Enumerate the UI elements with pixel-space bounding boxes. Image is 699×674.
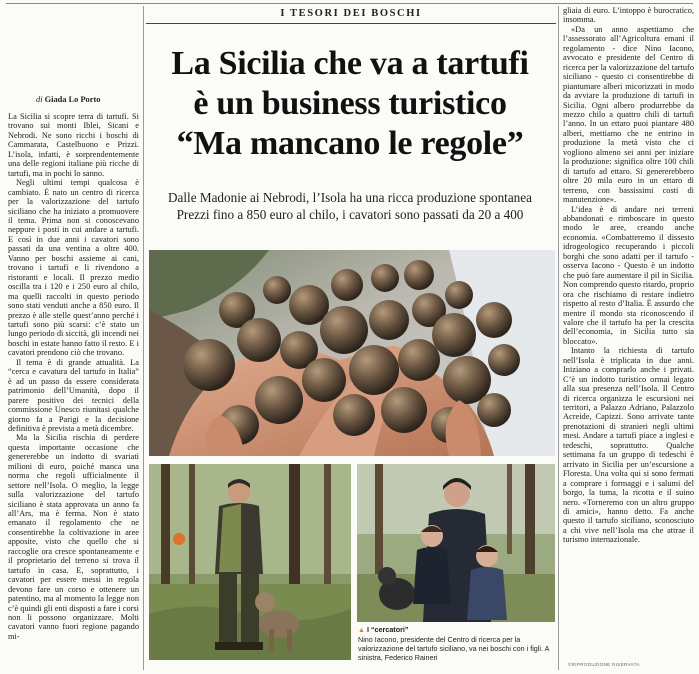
paragraph: Negli ultimi tempi qualcosa è cambiato. È nato un centro di ricerca per la valorizzazione del tartufo siciliano che ha iniziato a promuovere il tema. Prima non si conoscevano neppure i posti in cui andare a tartufi. E così in due anni i cavatori sono passati da una ventina a oltre 400. Vanno per boschi assieme ai cani, trovano i tartufi e li rivendono a ristoranti e locali. Il prezzo medio oscilla tra i 120 e i 250 euro al chilo, ma quelli raccolti in questo periodo sono stati venduti anche a 850 euro. Il prezzo è alle stelle quest’anno perché i tartufi sono più scarsi: c’è stato un lungo periodo di siccità, gli incendi nei boschi in estate hanno fatto il resto. E i cavatori prendono ciò che trovano.	[8, 178, 139, 358]
column-divider-left	[143, 6, 144, 670]
column-divider-right	[558, 6, 559, 670]
byline-prefix: di	[36, 95, 43, 104]
copyright-notice: ©RIPRODUZIONE RISERVATA	[568, 662, 640, 667]
caption-triangle-icon: ▲	[358, 627, 365, 634]
section-heading: I TESORI DEI BOSCHI	[146, 6, 556, 24]
truffles-illustration	[149, 250, 555, 456]
paragraph: «Da un anno aspettiamo che l’assessorato all’Agricoltura emani il regolamento - dice Nino Iacono, avvocato e presidente del Centro di ricerca per la valorizzazione del tartufo siciliano - questo ci consentirebbe di piantumare alberi micorizzati in modo da avviare la produzione di tartufi in Sicilia. Ogni albero produrrebbe da mezzo chilo a quattro chili di tartufi l’anno. In un ettaro puoi piantare 480 alberi, mettiamo che ne entrino in produzione la metà visto che ci vogliono almeno sei anni per iniziare la produzione: significa oltre 100 chili di tartufo ad ettaro. Si genererebbero oltre 20 mila euro in un ettaro di terreno, con bassissimi costi di manutenzione».	[563, 24, 694, 205]
caption-text: Nino Iacono, presidente del Centro di ricerca per la valorizzazione del tartufo siciliano, va nei boschi con i figli. A sinistra, Federico Raineri	[358, 635, 549, 662]
paragraph: Il tema è di grande attualità. La “cerca e cavatura del tartufo in Italia” è ad un passo da essere considerata patrimonio dell’Umanità, dopo il parere positivo dei tecnici della commissione Unesco riunitasi qualche giorno fa a Parigi e la decisione definitiva è prevista a metà dicembre.	[8, 357, 139, 433]
photo-caption	[358, 625, 554, 662]
top-rule	[6, 3, 693, 4]
headline-line-3: “Ma mancano le regole”	[176, 125, 524, 162]
subheadline-line-2: Prezzi fino a 850 euro al chilo, i cavatori sono passati da 20 a 400	[176, 207, 524, 222]
byline-author: Giada Lo Porto	[44, 95, 101, 104]
paragraph: Ma la Sicilia rischia di perdere questa importante occasione che genererebbe un indotto di svariati milioni di euro, poiché manca una norma che regoli ufficialmente il settore nell’Isola. O meglio, la legge sulla valorizzazione del tartufo siciliano è stata approvata un anno fa all’Ars, ma è ferma. Non è stato emanato il regolamento che ne consentirebbe la coltivazione in aree apposite, visto che quello che si raccoglie ora cresce spontaneamente e il proprietario del terreno si trova il tartufo in casa. E, soprattutto, i cavatori per essere messi in regola devono fare un corso e ottenere un patentino, ma al momento la legge non c’è quindi gli enti disposti a fare i corsi non li possono organizzare. Molti cavatori vanno fuori regione pagando mi-	[8, 433, 139, 641]
headline-line-2: è un business turistico	[193, 85, 507, 122]
paragraph: La Sicilia si scopre terra di tartufi. Si trovano sui monti Iblei, Sicani e Nebrodi. Ne sono ricchi i boschi di Cammarata, Castelbuono e Prizzi. L’isola, infatti, è sorprendentemente una delle regioni italiane più ricche di tartufi, ma in pochi lo sanno.	[8, 112, 139, 178]
left-text-column	[8, 112, 139, 669]
subheadline	[150, 189, 550, 223]
family-illustration	[357, 464, 555, 622]
paragraph: Intanto la richiesta di tartufo nell’Isola è triplicata in due anni. Iniziano a comprarlo anche i privati. C’è un indotto turistico ormai legato alla sua presenza nell’Isola. Il Centro di ricerca organizza le escursioni nei territori, a Palazzo Adriano, Palazzolo Acreide, Capizzi. Sono arrivate tante prenotazioni di stranieri negli ultimi mesi. Andare a tartufi piace a inglesi e tedeschi, soprattutto. Qualche settimana fa un gruppo di tedeschi è arrivato in Sicilia per un’escursione a Floresta. Una volta qui si sono fermati a comprare i formaggi e i salumi del borgo, la tuma, la ricotta e il suino nero. «Torneremo con un altro gruppo di amici», hanno detto. Fa anche questo il tartufo siciliano, sconosciuto a chi vive nell’Isola ma che attrae il turismo internazionale.	[563, 346, 694, 545]
truffles-in-hands-photo	[149, 250, 555, 456]
paragraph: gliaia di euro. L’intoppo è burocratico, insomma.	[563, 6, 694, 25]
paragraph: L’idea è di andare nei terreni abbandonati e rimboscare in questo modo le aree, creando anche economia. «Combatteremo il dissesto idrogeologico recuperando i piccoli borghi che sono adatti per il tartufo - osserva Iacono - Questo è un indotto che può fare aumentare il pil in Sicilia. Non comprendo questo ritardo, proprio ora che rischiamo di restare indietro rispetto al resto d’Italia. È assurdo che mentre il mondo sta riconoscendo il valore che il tartufo ha per la crescita dell’economia, in Sicilia tutto sia bloccato».	[563, 204, 694, 346]
caption-label: I “cercatori”	[366, 625, 409, 634]
forest-man-dog-illustration	[149, 464, 351, 660]
subheadline-line-1: Dalle Madonie ai Nebrodi, l’Isola ha una ricca produzione spontanea	[168, 190, 532, 205]
right-text-column	[563, 6, 694, 660]
byline	[36, 95, 100, 104]
headline-line-1: La Sicilia che va a tartufi	[171, 45, 529, 82]
father-with-children-photo	[357, 464, 555, 622]
headline	[150, 44, 550, 164]
man-with-dog-photo	[149, 464, 351, 660]
